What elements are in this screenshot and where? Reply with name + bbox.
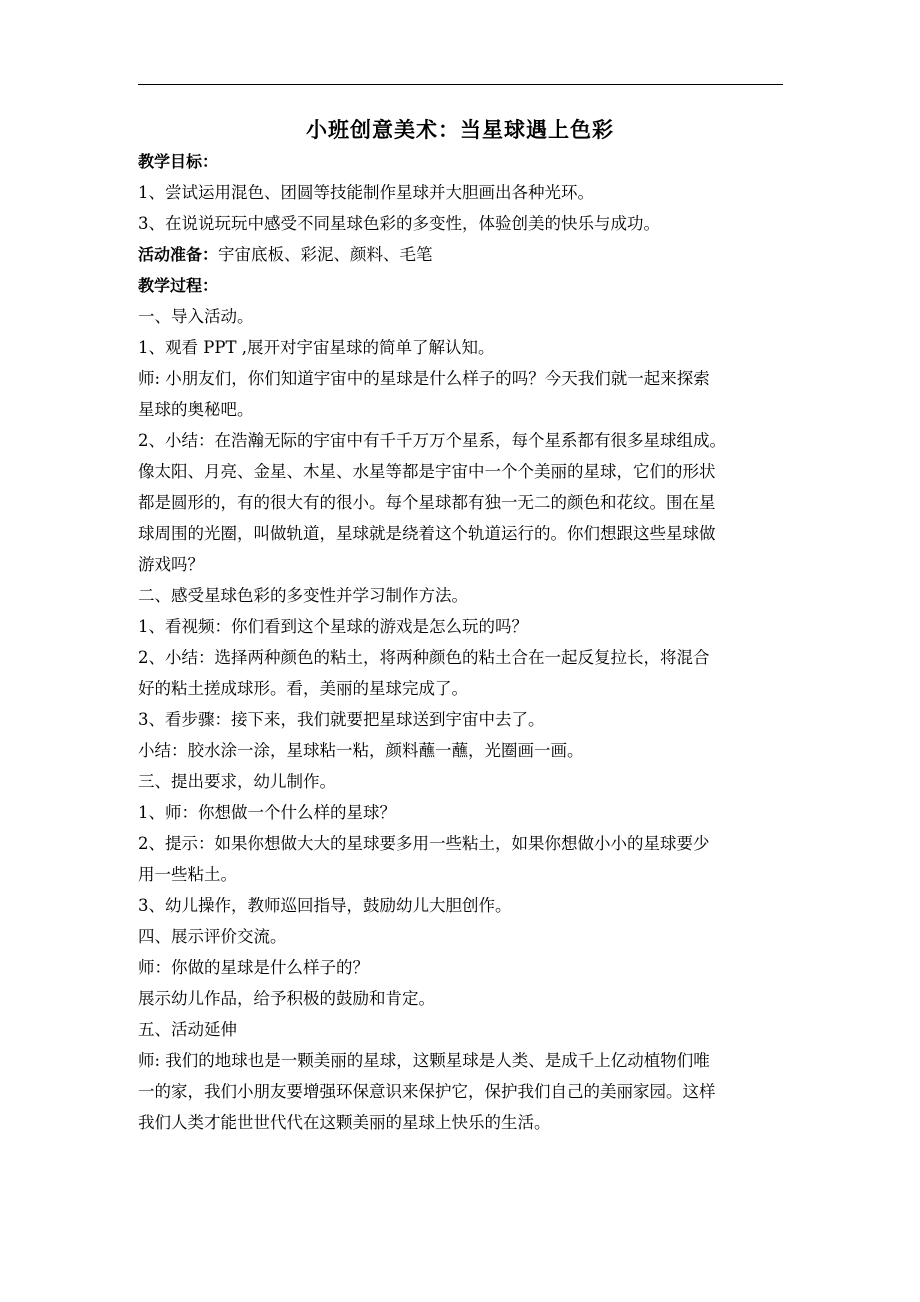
process-lines	[138, 301, 790, 1138]
prep-label: 活动准备：	[138, 245, 219, 264]
prep-line	[138, 239, 790, 270]
paragraph-line: 好的粘土搓成球形。看，美丽的星球完成了。	[138, 679, 468, 698]
prep-text: 宇宙底板、彩泥、颜料、毛笔	[218, 245, 433, 264]
paragraph-line: 3、看步骤：接下来，我们就要把星球送到宇宙中去了。	[138, 710, 545, 729]
paragraph-line: 小结：胶水涂一涂，星球粘一粘，颜料蘸一蘸，光圈画一画。	[138, 741, 584, 760]
paragraph-line: 1、观看 PPT ,展开对宇宙星球的简单了解认知。	[138, 338, 495, 357]
paragraph-line: 2、提示：如果你想做大大的星球要多用一些粘土，如果你想做小小的星球要少	[138, 834, 710, 853]
paragraph-line: 1、看视频：你们看到这个星球的游戏是怎么玩的吗？	[138, 617, 528, 636]
paragraph-line: 一、导入活动。	[138, 307, 254, 326]
goal-3: 3、在说说玩玩中感受不同星球色彩的多变性，体验创美的快乐与成功。	[138, 214, 660, 233]
paragraph-line: 师: 小朋友们，你们知道宇宙中的星球是什么样子的吗？今天我们就一起来探索	[138, 369, 710, 388]
paragraph-line: 1、师：你想做一个什么样的星球？	[138, 803, 396, 822]
paragraph-line: 师: 我们的地球也是一颗美丽的星球，这颗星球是人类、是成千上亿动植物们唯	[138, 1051, 710, 1070]
paragraph-line: 像太阳、月亮、金星、木星、水星等都是宇宙中一个个美丽的星球，它们的形状	[138, 462, 716, 481]
goals-heading: 教学目标：	[138, 152, 219, 171]
paragraph-line: 二、感受星球色彩的多变性并学习制作方法。	[138, 586, 468, 605]
paragraph-line: 用一些粘土。	[138, 865, 237, 884]
paragraph-line: 星球的奥秘吧。	[138, 400, 254, 419]
paragraph-line: 三、提出要求，幼儿制作。	[138, 772, 336, 791]
paragraph-line: 我们人类才能世世代代在这颗美丽的星球上快乐的生活。	[138, 1113, 551, 1132]
paragraph-line: 师：你做的星球是什么样子的？	[138, 958, 369, 977]
paragraph-line: 五、活动延伸	[138, 1020, 237, 1039]
paragraph-line: 2、小结：在浩瀚无际的宇宙中有千千万万个星系，每个星系都有很多星球组成。	[138, 431, 726, 450]
paragraph-line: 3、幼儿操作，教师巡回指导，鼓励幼儿大胆创作。	[138, 896, 512, 915]
document-title: 小班创意美术：当星球遇上色彩	[306, 118, 614, 142]
paragraph-line: 一的家，我们小朋友要增强环保意识来保护它，保护我们自己的美丽家园。这样	[138, 1082, 716, 1101]
paragraph-line: 展示幼儿作品，给予积极的鼓励和肯定。	[138, 989, 435, 1008]
paragraph-line: 2、小结：选择两种颜色的粘土，将两种颜色的粘土合在一起反复拉长，将混合	[138, 648, 710, 667]
document-body	[138, 146, 790, 1138]
paragraph-line: 都是圆形的，有的很大有的很小。每个星球都有独一无二的颜色和花纹。围在星	[138, 493, 716, 512]
process-heading: 教学过程：	[138, 276, 219, 295]
paragraph-line: 游戏吗？	[138, 555, 204, 574]
paragraph-line: 球周围的光圈，叫做轨道，星球就是绕着这个轨道运行的。你们想跟这些星球做	[138, 524, 716, 543]
goal-1: 1、尝试运用混色、团圆等技能制作星球并大胆画出各种光环。	[138, 183, 594, 202]
paragraph-line: 四、展示评价交流。	[138, 927, 287, 946]
header-rule	[138, 84, 783, 85]
